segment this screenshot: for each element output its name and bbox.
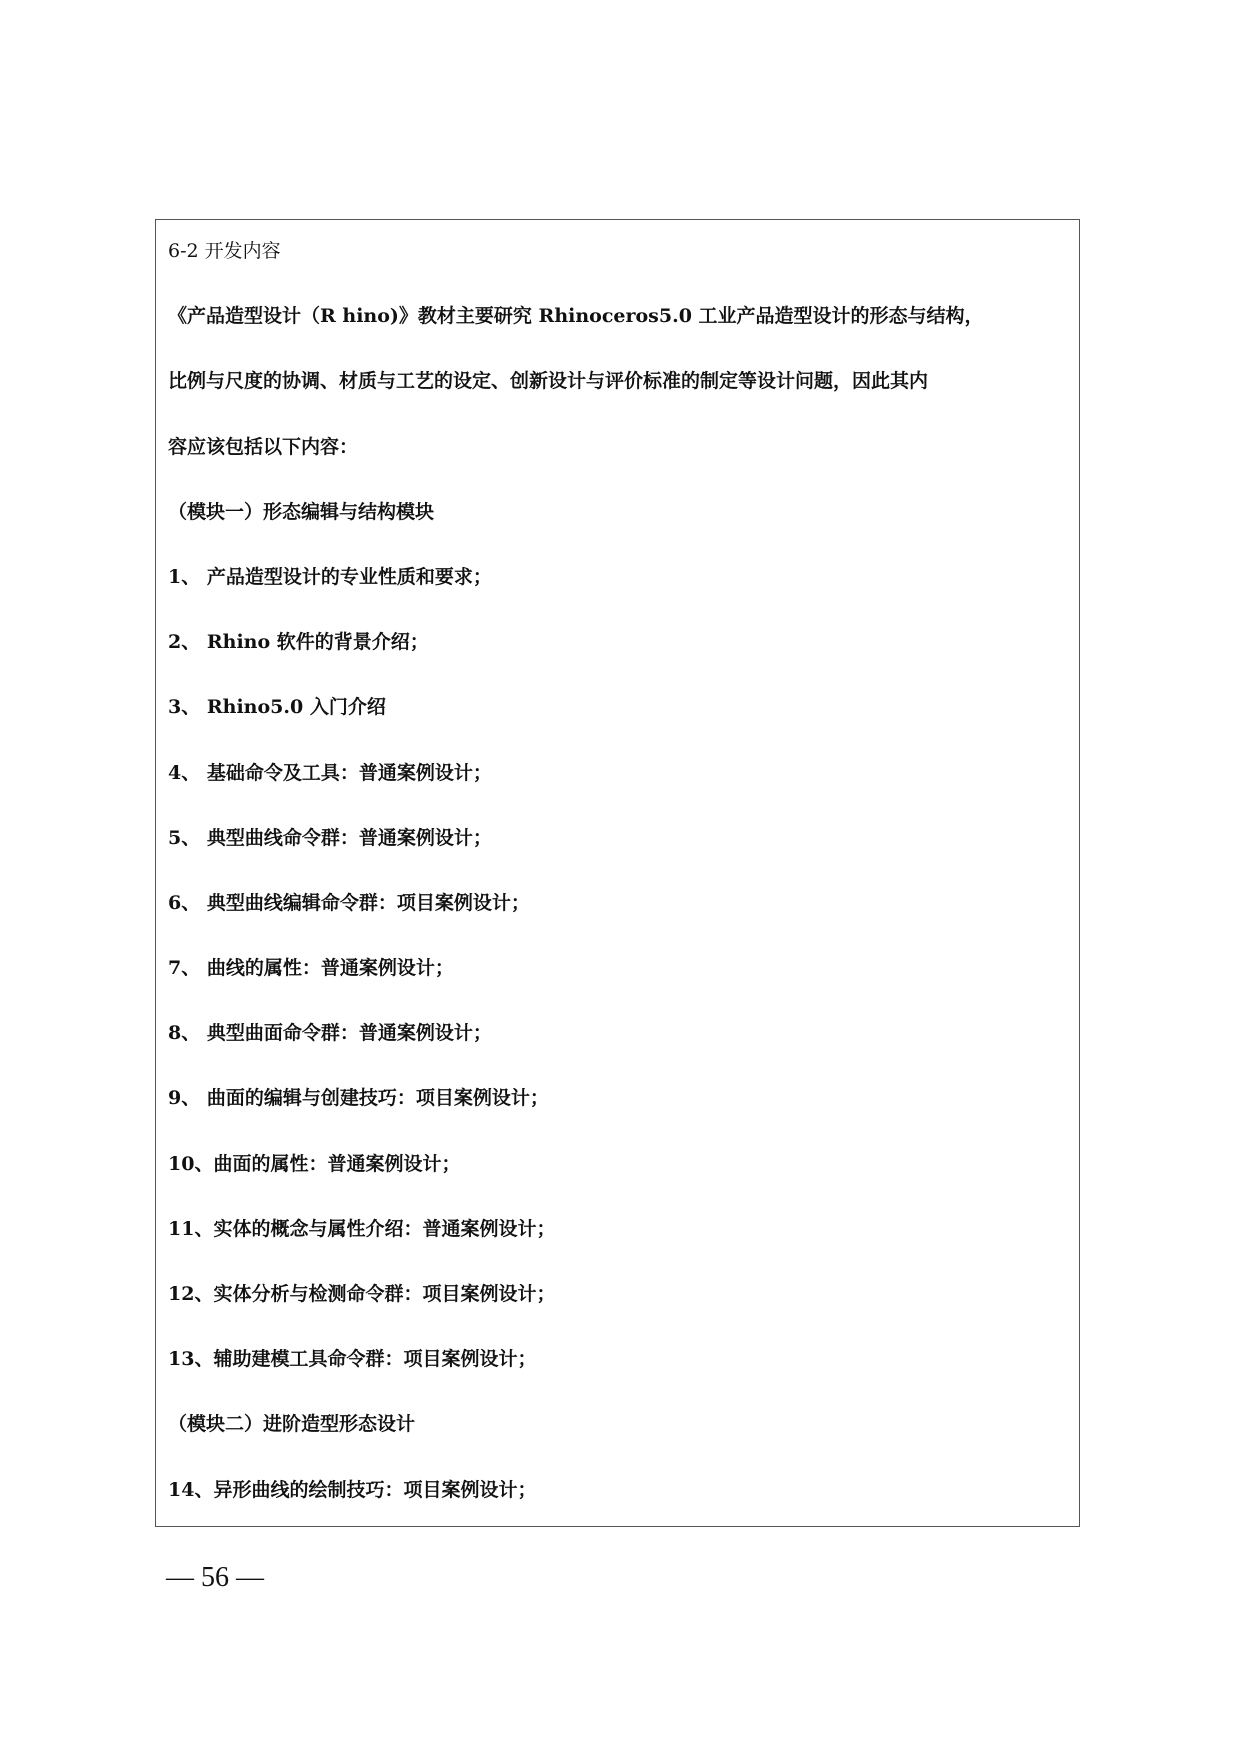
module-one-heading: （模块一）形态编辑与结构模块 [168, 500, 435, 523]
intro-line-1: 《产品造型设计（R hino)》教材主要研究 Rhinoceros5.0 工业产品造型设计的形态与结构， [168, 305, 984, 328]
list-item: 2、 Rhino 软件的背景介绍； [168, 631, 429, 654]
page-number: — 56 — [166, 1562, 264, 1593]
section-heading: 6-2 开发内容 [168, 240, 281, 262]
content-lines [168, 236, 1069, 1540]
list-item: 6、 典型曲线编辑命令群：项目案例设计； [168, 891, 530, 914]
list-item: 13、辅助建模工具命令群：项目案例设计； [168, 1348, 537, 1371]
intro-line-2: 比例与尺度的协调、材质与工艺的设定、创新设计与评价标准的制定等设计问题，因此其内 [168, 370, 929, 393]
list-item: 9、 曲面的编辑与创建技巧：项目案例设计； [168, 1087, 549, 1110]
list-item: 11、实体的概念与属性介绍：普通案例设计； [168, 1217, 556, 1240]
list-item: 3、 Rhino5.0 入门介绍 [168, 696, 386, 719]
list-item: 1、 产品造型设计的专业性质和要求； [168, 565, 492, 588]
content-box [155, 219, 1080, 1527]
list-item: 12、实体分析与检测命令群：项目案例设计； [168, 1283, 556, 1305]
intro-line-3: 容应该包括以下内容： [168, 435, 359, 458]
list-item: 4、 基础命令及工具：普通案例设计； [168, 761, 492, 784]
list-item: 8、 典型曲面命令群：普通案例设计； [168, 1022, 492, 1045]
module-two-heading: （模块二）进阶造型形态设计 [168, 1413, 416, 1436]
list-item: 10、曲面的属性：普通案例设计； [168, 1152, 461, 1175]
list-item: 14、异形曲线的绘制技巧：项目案例设计； [168, 1478, 537, 1501]
list-item: 7、 曲线的属性：普通案例设计； [168, 957, 454, 980]
list-item: 5、 典型曲线命令群：普通案例设计； [168, 826, 492, 849]
